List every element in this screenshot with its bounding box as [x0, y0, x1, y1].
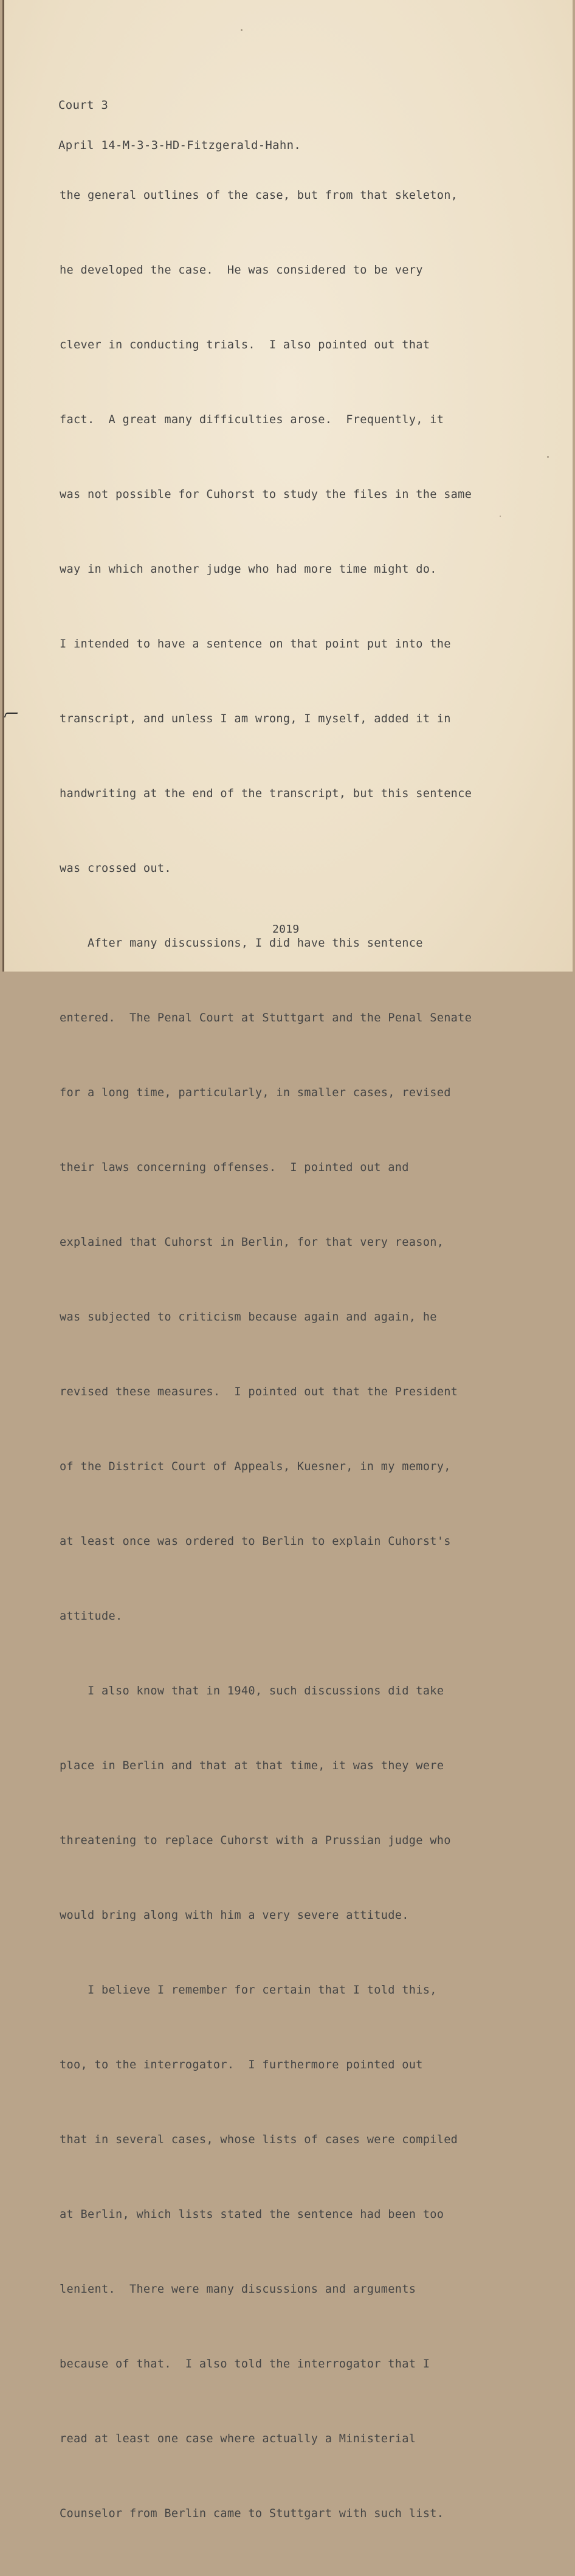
margin-mark [4, 713, 18, 717]
transcript-line: threatening to replace Cuhorst with a Prussian judge who [60, 1834, 451, 1847]
transcript-line: handwriting at the end of the transcript, but this sentence [60, 787, 472, 800]
transcript-line: would bring along with him a very severe attitude. [60, 1909, 409, 1922]
transcript-line: was subjected to criticism because again and again, he [60, 1311, 437, 1324]
transcript-line: explained that Cuhorst in Berlin, for that very reason, [60, 1236, 444, 1249]
transcript-line: I also know that in 1940, such discussions did take [60, 1685, 444, 1697]
court-label: Court 3 [58, 98, 109, 112]
transcript-line: of the District Court of Appeals, Kuesner, in my memory, [60, 1460, 451, 1473]
transcript-line: clever in conducting trials. I also pointed out that [60, 339, 430, 351]
transcript-line: too, to the interrogator. I furthermore pointed out [60, 2059, 423, 2071]
transcript-line: transcript, and unless I am wrong, I myself, added it in [60, 713, 451, 725]
transcript-line: I believe I remember for certain that I told this, [60, 1984, 437, 1997]
session-reference: April 14-M-3-3-HD-Fitzgerald-Hahn. [58, 139, 301, 152]
paper-speck [547, 456, 549, 458]
transcript-line: fact. A great many difficulties arose. Frequently, it [60, 413, 444, 426]
transcript-line: at least once was ordered to Berlin to explain Cuhorst's [60, 1535, 451, 1548]
transcript-line: for a long time, particularly, in smaller cases, revised [60, 1086, 451, 1099]
transcript-line: at Berlin, which lists stated the sentence had been too [60, 2208, 444, 2221]
transcript-line: because of that. I also told the interrogator that I [60, 2358, 430, 2371]
paper-speck [241, 29, 243, 31]
transcript-line: attitude. [60, 1610, 123, 1623]
transcript-line: lenient. There were many discussions and arguments [60, 2283, 416, 2296]
transcript-line: entered. The Penal Court at Stuttgart and the Penal Senate [60, 1012, 472, 1024]
document-page [2, 0, 573, 2520]
transcript-line: was crossed out. [60, 862, 171, 875]
transcript-line: their laws concerning offenses. I pointed out and [60, 1161, 409, 1174]
transcript-line: After many discussions, I did have this sentence [60, 937, 423, 950]
transcript-line: read at least one case where actually a Ministerial [60, 2433, 416, 2445]
transcript-line: way in which another judge who had more time might do. [60, 563, 437, 576]
paper-speck [500, 516, 501, 517]
transcript-body [60, 133, 546, 2576]
transcript-line: revised these measures. I pointed out that the President [60, 1386, 458, 1398]
transcript-line: the general outlines of the case, but from that skeleton, [60, 189, 458, 202]
transcript-line: Counselor from Berlin came to Stuttgart with such list. [60, 2507, 444, 2520]
transcript-line: I intended to have a sentence on that point put into the [60, 638, 451, 651]
transcript-line: he developed the case. He was considered to be very [60, 264, 423, 277]
transcript-line: was not possible for Cuhorst to study the files in the same [60, 488, 472, 501]
transcript-line: that in several cases, whose lists of cases were compiled [60, 2133, 458, 2146]
transcript-line: place in Berlin and that at that time, it was they were [60, 1759, 444, 1772]
page-number: 2019 [272, 923, 300, 936]
